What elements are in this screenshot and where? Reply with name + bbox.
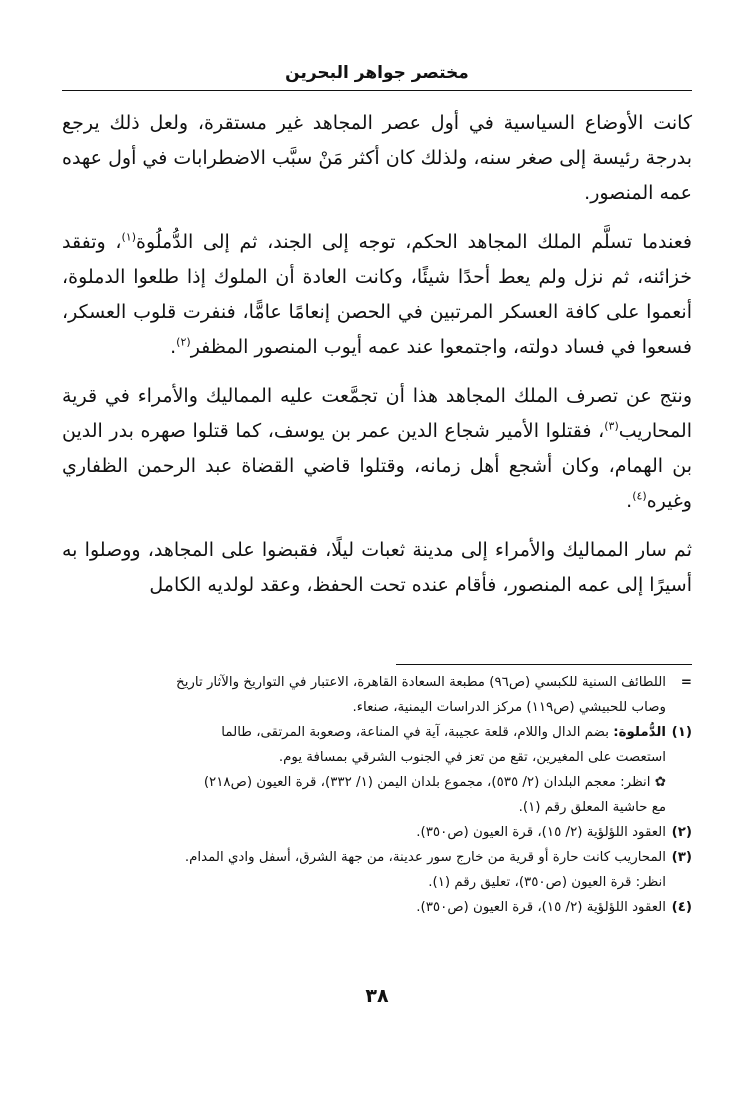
footnote-line	[62, 720, 666, 745]
paragraph-2-end: .	[170, 336, 177, 358]
footnote-ref-4[interactable]: (٤)	[632, 489, 647, 503]
paragraph-2	[62, 225, 692, 365]
footnote-4	[62, 895, 692, 920]
paragraph-4-text: ثم سار المماليك والأمراء إلى مدينة ثعبات ليلًا، فقبضوا على المجاهد، ووصلوا به أسيرًا إلى عمه المنصور، فأقام عنده تحت الحفظ، وعقد لولديه الكامل	[62, 539, 692, 596]
footnote-ref-2[interactable]: (٢)	[176, 335, 191, 349]
paragraph-2-tail: ، وتفقد خزائنه، ثم نزل ولم يعط أحدًا شيئًا، وكانت العادة أن الملوك إذا طلعوا الدملوة، أنعموا على كافة العسكر المرتبين في الحصن إنعامًا عامًّا، فنفرت قلوب العسكر، فسعوا في فساد دولته، واجتمعوا عند عمه أيوب المنصور المظفر	[62, 231, 692, 358]
paragraph-3-text: ونتج عن تصرف الملك المجاهد هذا أن تجمَّعت عليه المماليك والأمراء في قرية المحاريب	[62, 385, 692, 442]
paragraph-1-text: كانت الأوضاع السياسية في أول عصر المجاهد غير مستقرة، ولعل ذلك يرجع بدرجة رئيسة إلى صغر سنه، ولذلك كان أكثر مَنْ سبَّب الاضطرابات في أول عهده عمه المنصور.	[62, 112, 692, 204]
footnote-line: وصاب للحبيشي (ص١١٩) مركز الدراسات اليمنية، صنعاء.	[352, 700, 666, 715]
running-header-title: مختصر جواهر البحرين	[285, 63, 469, 83]
footnote-line: اللطائف السنية للكبسي (ص٩٦) مطبعة السعادة القاهرة، الاعتبار في التواريخ والآثار تاريخ	[176, 675, 666, 690]
paragraph-3-tail: ، فقتلوا الأمير شجاع الدين عمر بن يوسف، كما قتلوا صهره بدر الدين بن الهمام، وكان أشجع أهل زمانه، وقتلوا قاضي القضاة عبد الرحمن الظفاري وغيره	[62, 420, 692, 512]
main-text	[62, 106, 692, 617]
paragraph-3-end: .	[626, 490, 633, 512]
footnote-line: استعصت على المغيرين، تقع من تعز في الجنوب الشرقي بمسافة يوم.	[278, 750, 666, 765]
footnote-line: المحاريب كانت حارة أو قرية من خارج سور عدينة، من جهة الشرق، أسفل وادي المدام.	[184, 850, 666, 865]
footnote-number: (٣)	[671, 850, 692, 865]
footnote-number: (٤)	[671, 900, 692, 915]
footnote-line	[62, 770, 666, 795]
footnotes	[62, 670, 692, 920]
footnote-ref-1[interactable]: (١)	[121, 230, 136, 244]
footnote-line: مع حاشية المعلق رقم (١).	[518, 800, 666, 815]
footnote-number: (١)	[671, 725, 692, 740]
footnote-2	[62, 820, 692, 845]
continuation-marker: =	[680, 675, 692, 690]
footnote-line: العقود اللؤلؤية (٢/ ١٥)، قرة العيون (ص٣٥٠).	[416, 825, 666, 840]
footnote-separator	[396, 664, 692, 665]
footnote-line: انظر: قرة العيون (ص٣٥٠)، تعليق رقم (١).	[428, 875, 666, 890]
footnote-3	[62, 845, 692, 895]
footnote-number: (٢)	[671, 825, 692, 840]
header-rule	[62, 90, 692, 91]
paragraph-4	[62, 533, 692, 603]
paragraph-1	[62, 106, 692, 211]
footnote-line: العقود اللؤلؤية (٢/ ١٥)، قرة العيون (ص٣٥٠).	[416, 900, 666, 915]
footnote-line-text: بضم الدال واللام، قلعة عجيبة، آية في المناعة، وصعوبة المرتقى، طالما	[221, 725, 609, 740]
paragraph-3	[62, 379, 692, 519]
paragraph-2-text: فعندما تسلَّم الملك المجاهد الحكم، توجه إلى الجند، ثم إلى الدُّملُوة	[135, 231, 692, 253]
footnote-ref-3[interactable]: (٣)	[604, 419, 619, 433]
page-number: ٣٨	[365, 985, 389, 1007]
footnote-1	[62, 720, 692, 820]
flower-bullet-icon: ✿	[654, 775, 666, 790]
footnote-term: الدُّملوة:	[613, 725, 666, 740]
footnote-line-text: انظر: معجم البلدان (٢/ ٥٣٥)، مجموع بلدان اليمن (١/ ٣٣٢)، قرة العيون (ص٢١٨)	[203, 775, 651, 790]
footnote-continued	[62, 670, 692, 720]
